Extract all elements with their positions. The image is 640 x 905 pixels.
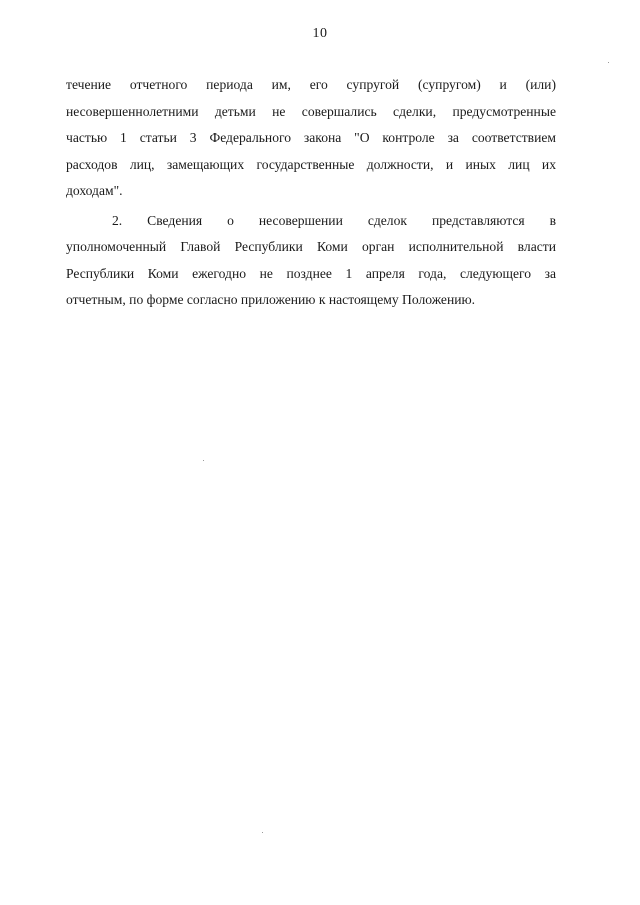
paragraph-line: несовершеннолетними детьми не совершались сделки, предусмотренные <box>66 103 556 119</box>
paragraph-line: расходов лиц, замещающих государственные должности, и иных лиц их <box>66 156 556 172</box>
scan-speck <box>262 832 263 833</box>
paragraph-line: 2. Сведения о несовершении сделок представляются в <box>112 212 556 228</box>
page-number: 10 <box>312 26 328 41</box>
paragraph-line: уполномоченный Главой Республики Коми орган исполнительной власти <box>66 239 556 254</box>
paragraph-2 <box>66 208 556 314</box>
paragraph-line: доходам". <box>66 183 123 198</box>
paragraph-line: частью 1 статьи 3 Федерального закона "О контроле за соответствием <box>66 130 556 145</box>
scan-speck <box>608 62 609 63</box>
paragraph-line: течение отчетного периода им, его супругой (супругом) и (или) <box>66 77 556 92</box>
paragraph-line: Республики Коми ежегодно не позднее 1 апреля года, следующего за <box>66 265 556 281</box>
paragraph-1 <box>66 72 556 205</box>
document-body <box>66 72 556 314</box>
scan-speck <box>203 460 204 461</box>
paragraph-line: отчетным, по форме согласно приложению к настоящему Положению. <box>66 292 476 307</box>
